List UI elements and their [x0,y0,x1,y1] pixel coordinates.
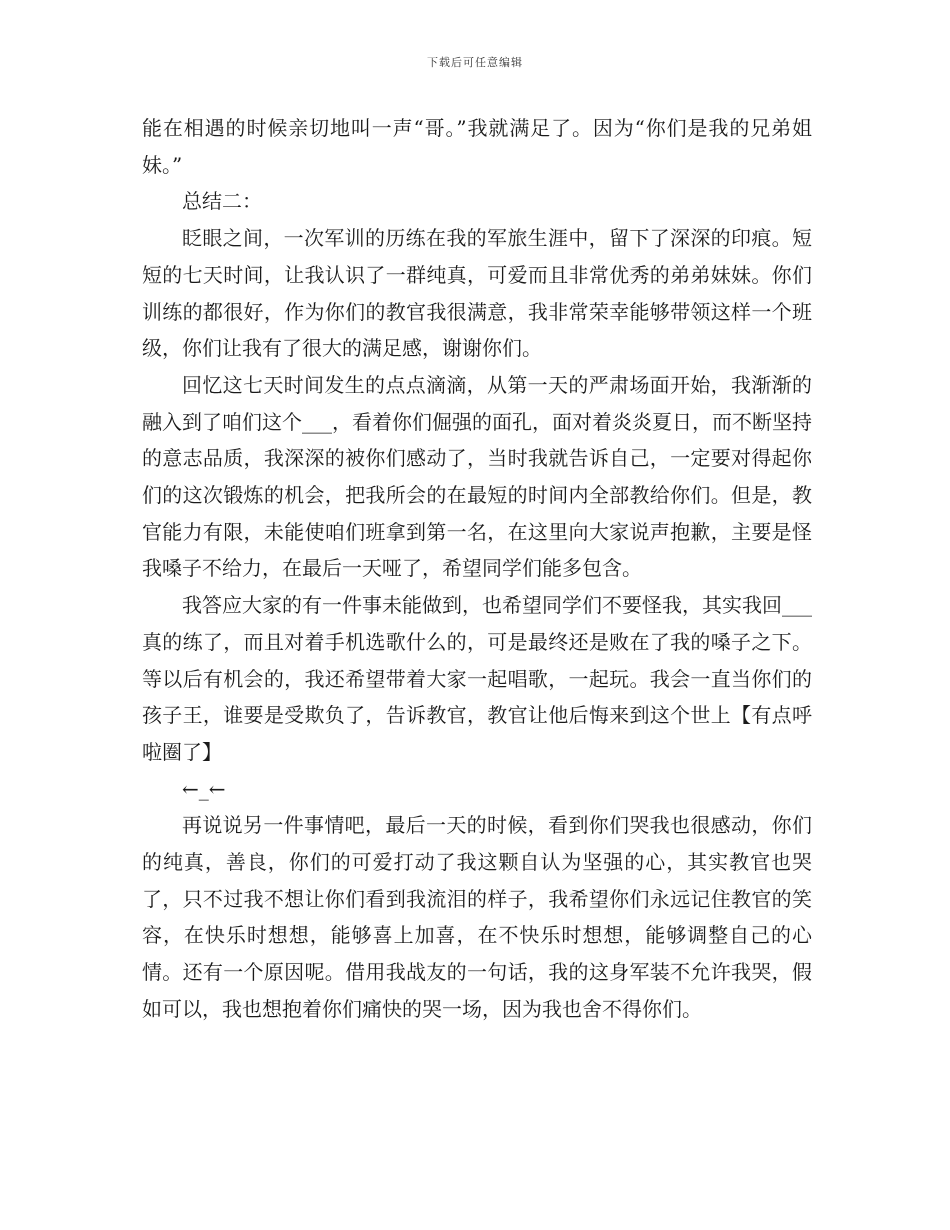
section-heading: 总结二： [182,189,262,214]
paragraph: 回忆这七天时间发生的点点滴滴，从第一天的严肃场面开始，我渐渐的融入到了咱们这个___，看着你们倔强的面孔，面对着炎炎夏日，而不断坚持的意志品质，我深深的被你们感动了，当时我就告诉自己，一定要对得起你们的这次锻炼的机会，把我所会的在最短的时间内全部教给你们。但是，教官能力有限，未能使咱们班拿到第一名，在这里向大家说声抱歉，主要是怪我嗓子不给力，在最后一天哑了，希望同学们能多包含。 [142,372,812,581]
paragraph: 我答应大家的有一件事未能做到，也希望同学们不要怪我，其实我回___真的练了，而且对着手机选歌什么的，可是最终还是败在了我的嗓子之下。等以后有机会的，我还希望带着大家一起唱歌，一起玩。我会一直当你们的孩子王，谁要是受欺负了，告诉教官，教官让他后悔来到这个世上【有点呼啦圈了】 [142,593,812,764]
paragraph: 眨眼之间，一次军训的历练在我的军旅生涯中，留下了深深的印痕。短短的七天时间，让我认识了一群纯真，可爱而且非常优秀的弟弟妹妹。你们训练的都很好，作为你们的教官我很满意，我非常荣幸能够带领这样一个班级，你们让我有了很大的满足感，谢谢你们。 [142,226,812,361]
paragraph: 再说说另一件事情吧，最后一天的时候，看到你们哭我也很感动，你们的纯真，善良，你们的可爱打动了我这颗自认为坚强的心，其实教官也哭了，只不过我不想让你们看到我流泪的样子，我希望你们永远记住教官的笑容，在快乐时想想，能够喜上加喜，在不快乐时想想，能够调整自己的心情。还有一个原因呢。借用我战友的一句话，我的这身军装不允许我哭，假如可以，我也想抱着你们痛快的哭一场，因为我也舍不得你们。 [142,813,812,1021]
emoticon-line: ←_← [182,776,226,801]
document-body [142,110,812,1028]
paragraph-continuation: 能在相遇的时候亲切地叫一声“哥。”我就满足了。因为“你们是我的兄弟姐妹。” [142,116,812,177]
page-header: 下载后可任意编辑 [427,56,523,69]
